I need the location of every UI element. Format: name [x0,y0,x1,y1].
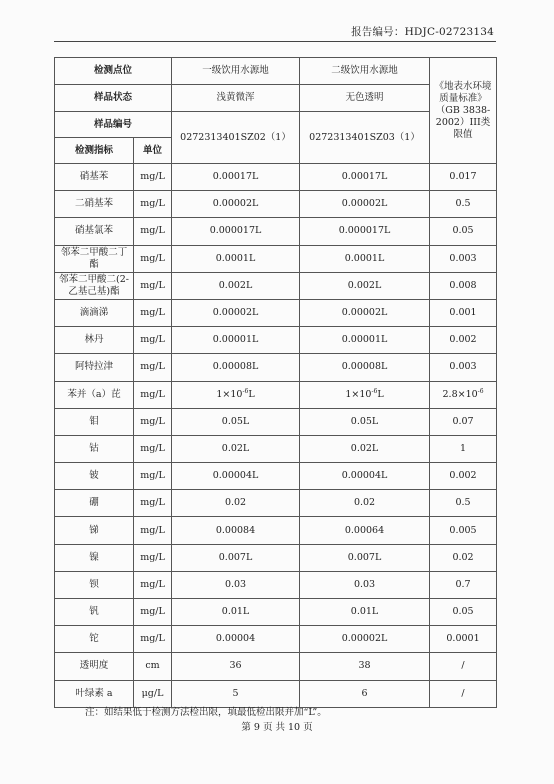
indicator-name: 硝基氯苯 [55,218,134,245]
indicator-name: 苯并（a）芘 [55,381,134,408]
value-flag: L [377,388,384,400]
indicator-name: 钒 [55,599,134,626]
indicator-name: 钴 [55,435,134,462]
limit-value: 0.005 [430,517,497,544]
indicator-unit: mg/L [134,463,172,490]
state-1: 浅黄微浑 [172,85,300,112]
value-base: 1×10 [345,388,372,400]
indicator-unit: mg/L [134,191,172,218]
table-row [55,463,497,490]
limit-value: 0.002 [430,327,497,354]
site1-value: 0.02 [172,490,300,517]
indicator-unit: mg/L [134,218,172,245]
site2-value: 0.03 [300,571,430,598]
limit-value: 0.001 [430,299,497,326]
limit-value: 0.07 [430,408,497,435]
indicator-unit: mg/L [134,381,172,408]
header-id: 样品编号 [55,112,172,138]
table-row [55,299,497,326]
indicator-unit: mg/L [134,435,172,462]
header-unit: 单位 [134,138,172,164]
table-row [55,245,497,272]
site2-value: 0.00064 [300,517,430,544]
site1-value: 0.05L [172,408,300,435]
indicator-name: 邻苯二甲酸二丁酯 [55,245,134,272]
table-row [55,490,497,517]
site1-value: 0.00017L [172,164,300,191]
limit-value: 0.05 [430,218,497,245]
header-row-point [55,58,497,85]
site1-value: 0.00084 [172,517,300,544]
indicator-name: 硝基苯 [55,164,134,191]
indicator-unit: mg/L [134,571,172,598]
site1-value: 0.002L [172,272,300,299]
value-flag: L [248,388,255,400]
limit-value: 1 [430,435,497,462]
table-row [55,626,497,653]
indicator-unit: mg/L [134,354,172,381]
indicator-unit: mg/L [134,517,172,544]
indicator-unit: mg/L [134,164,172,191]
site2-value: 0.000017L [300,218,430,245]
site2-value: 0.00004L [300,463,430,490]
table-row [55,599,497,626]
indicator-name: 阿特拉津 [55,354,134,381]
indicator-name: 铊 [55,626,134,653]
site2-value: 0.01L [300,599,430,626]
site2-value: 0.00008L [300,354,430,381]
limit-value: / [430,680,497,707]
indicator-unit: mg/L [134,272,172,299]
indicator-name: 钼 [55,408,134,435]
site2-value [300,381,430,408]
indicator-unit: mg/L [134,408,172,435]
value-base: 2.8×10 [442,388,478,400]
table-row [55,191,497,218]
site1-value: 0.007L [172,544,300,571]
site1-value: 0.000017L [172,218,300,245]
table-row [55,164,497,191]
site-2: 二级饮用水源地 [300,58,430,85]
indicator-unit: mg/L [134,599,172,626]
site1-value: 0.00004 [172,626,300,653]
limit-value [430,381,497,408]
table-row [55,354,497,381]
limit-value: 0.008 [430,272,497,299]
site1-value: 36 [172,653,300,680]
page-number: 第 9 页 共 10 页 [241,722,313,733]
indicator-unit: mg/L [134,327,172,354]
table-row [55,571,497,598]
indicator-name: 锑 [55,517,134,544]
indicator-name: 铍 [55,463,134,490]
indicator-name: 镍 [55,544,134,571]
indicator-name: 钡 [55,571,134,598]
header-indicator: 检测指标 [55,138,134,164]
site2-value: 0.007L [300,544,430,571]
site2-value: 0.02L [300,435,430,462]
report-number: 报告编号：HDJC-02723134 [351,26,494,38]
table-row [55,653,497,680]
header-divider [54,41,496,42]
indicator-name: 叶绿素 a [55,680,134,707]
value-exponent: -6 [242,387,249,395]
indicator-name: 二硝基苯 [55,191,134,218]
site1-value: 0.02L [172,435,300,462]
sample-id-2: 0272313401SZ03（1） [300,112,430,164]
indicator-name: 透明度 [55,653,134,680]
site2-value: 6 [300,680,430,707]
header-point: 检测点位 [55,58,172,85]
limit-value: 0.003 [430,245,497,272]
table-row [55,544,497,571]
limit-value: 0.002 [430,463,497,490]
limit-value: / [430,653,497,680]
indicator-unit: mg/L [134,299,172,326]
site1-value: 0.03 [172,571,300,598]
results-table [54,57,497,708]
indicator-name: 滴滴涕 [55,299,134,326]
site1-value: 0.01L [172,599,300,626]
site1-value: 0.00002L [172,191,300,218]
indicator-unit: cm [134,653,172,680]
table-row [55,381,497,408]
value-exponent: -6 [371,387,378,395]
site2-value: 0.00002L [300,191,430,218]
site2-value: 0.00017L [300,164,430,191]
value-base: 1×10 [216,388,243,400]
table-row [55,272,497,299]
site1-value: 0.00002L [172,299,300,326]
indicator-name: 邻苯二甲酸二(2-乙基己基)酯 [55,272,134,299]
header-state: 样品状态 [55,85,172,112]
indicator-unit: μg/L [134,680,172,707]
table-row [55,408,497,435]
limit-value: 0.017 [430,164,497,191]
table-row [55,218,497,245]
site-1: 一级饮用水源地 [172,58,300,85]
site2-value: 0.02 [300,490,430,517]
limit-value: 0.05 [430,599,497,626]
sample-id-1: 0272313401SZ02（1） [172,112,300,164]
site2-value: 0.0001L [300,245,430,272]
limit-value: 0.02 [430,544,497,571]
site1-value: 5 [172,680,300,707]
table-row [55,327,497,354]
site1-value: 0.00008L [172,354,300,381]
site2-value: 38 [300,653,430,680]
site2-value: 0.00002L [300,299,430,326]
limit-value: 0.0001 [430,626,497,653]
indicator-name: 林丹 [55,327,134,354]
limit-value: 0.5 [430,490,497,517]
indicator-unit: mg/L [134,626,172,653]
limit-value: 0.7 [430,571,497,598]
footnote: 注：如结果低于检测方法检出限，填最低检出限并加“L”。 [85,707,327,718]
site1-value: 0.0001L [172,245,300,272]
value-exponent: -6 [477,387,484,395]
indicator-unit: mg/L [134,245,172,272]
table-row [55,435,497,462]
indicator-unit: mg/L [134,490,172,517]
standard-header: 《地表水环境质量标准》（GB 3838-2002）III类限值 [430,58,497,164]
site2-value: 0.002L [300,272,430,299]
site1-value: 0.00004L [172,463,300,490]
state-2: 无色透明 [300,85,430,112]
indicator-name: 硼 [55,490,134,517]
limit-value: 0.003 [430,354,497,381]
site2-value: 0.00001L [300,327,430,354]
site2-value: 0.05L [300,408,430,435]
site1-value [172,381,300,408]
table-row [55,517,497,544]
site2-value: 0.00002L [300,626,430,653]
indicator-unit: mg/L [134,544,172,571]
site1-value: 0.00001L [172,327,300,354]
limit-value: 0.5 [430,191,497,218]
